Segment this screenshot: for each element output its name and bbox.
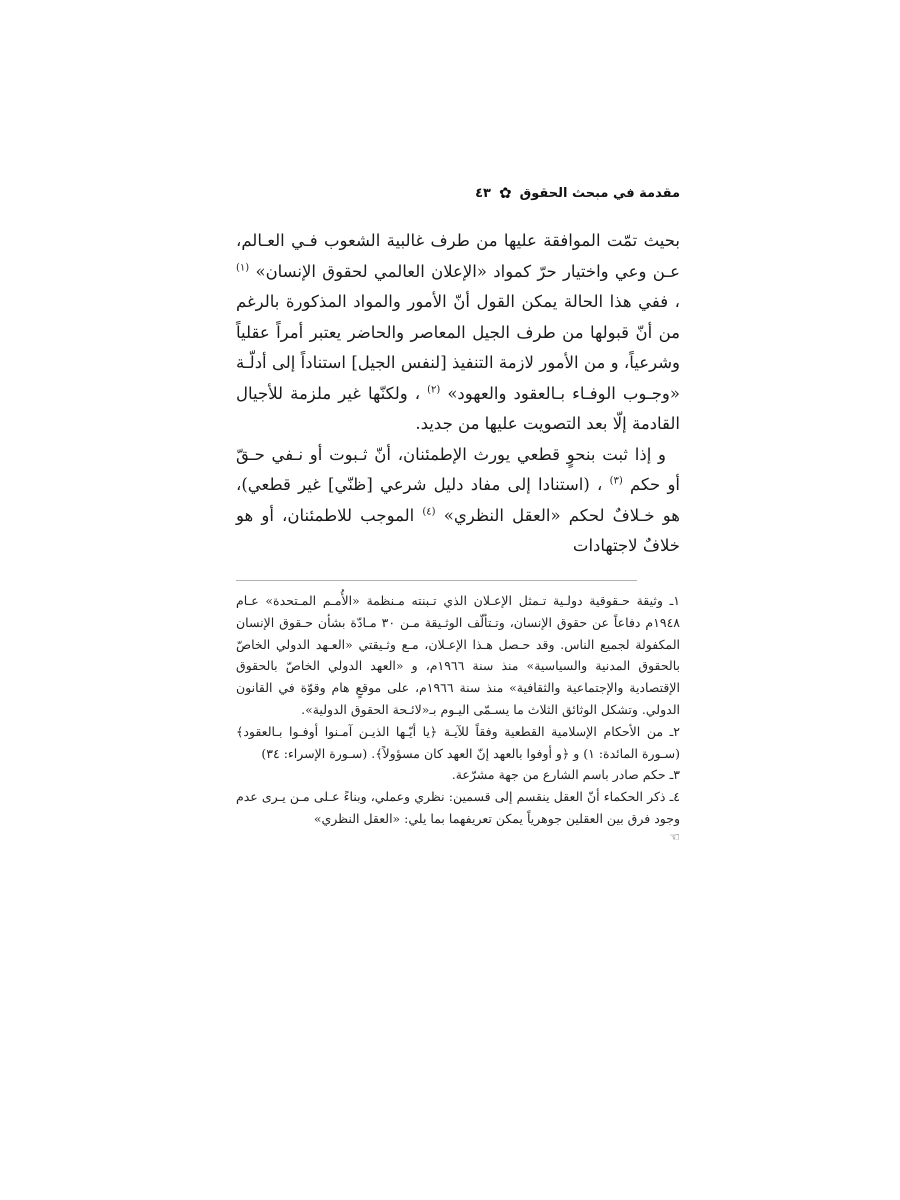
flower-ornament-icon: ✿ [499,184,512,202]
text-segment: ، ففي هذا الحالة يمكن القول أنّ الأمور والمواد المذكورة بالرغم من أنّ قبولها من طرف الجيل المعاصر والحاضر يعتبر أمراً عقلياً وشرعياً، و من الأمور لازمة التنفيذ [لنفس الجيل] استناداً إلى أدلّـة «وجـوب الوفـاء بـالعقود والعهود» [236,292,680,403]
text-segment: ، ولكنّها غير ملزمة للأجيال القادمة إلّا بعد التصويت عليها من جديد. [236,383,680,433]
text-segment: بحيث تمّت الموافقة عليها من طرف غالبية الشعوب فـي العـالم، عـن وعي واختيار حرّ كمواد «الإعلان العالمي لحقوق الإنسان» [236,231,680,281]
text-segment: الموجب للاطمئنان، أو هو خلافٌ لاجتهادات [236,505,680,555]
main-text [236,226,680,562]
footnotes [236,590,680,844]
footnote-separator [236,580,637,581]
text-segment: و إذا ثبت بنحوٍ قطعي يورث الإطمئنان، أنّ ثـبوت أو نـفي حـقّ أو حكم [236,444,680,494]
footnote: ٢ـ من الأحكام الإسلامية القطعية وفقاً للآيـة ﴿يا أيّـها الذيـن آمـنوا أوفـوا بـالعقود﴾ (سـورة المائدة: ١) و ﴿و أوفوا بالعهد إنّ العهد كان مسؤولاً﴾. (سـورة الإسراء: ٣٤) [236,723,680,761]
footnote: ١ـ وثيقة حـقوقية دولـية تـمثل الإعـلان الذي تـبنته مـنظمة «الأُمـم المـتحدة» عـام ١٩٤٨م دفاعاً عن حقوق الإنسان، وتـتألّف الوثـيقة مـن ٣٠ مـادّة بشأن حـقوق الإنسان المكفولة لجميع الناس. وقد حـصل هـذا الإعـلان، مـع وثـيقتي «العـهد الدولي الخاصّ بالحقوق المدنية والسياسية» منذ سنة ١٩٦٦م، و «العهد الدولي الخاصّ بالحقوق الإقتصادية والإجتماعية والثقافية» منذ سنة ١٩٦٦م، على موقعٍ هام وقوّة في القانون الدولي. وتشكل الوثائق الثلاث ما يسـمّى اليـوم بـ«لائـحة الحقوق الدولية». [236,593,680,717]
paragraph [236,226,680,440]
footnote-reference[interactable]: (٢) [427,384,441,395]
header-title: مقدمة في مبحث الحقوق [519,186,680,201]
page-number: ٤٣ [475,186,491,201]
footnote-reference[interactable]: (٣) [609,475,623,487]
footnote-reference[interactable]: (٤) [422,506,436,517]
running-header [236,186,680,201]
continuation-mark-icon: ☜ [669,829,680,844]
paragraph [236,440,680,562]
text-segment: ، (استنادا إلى مفاد دليل شرعي [ظنّي] غير قطعي)، هو خـلافٌ لحكم «العقل النظري» [236,475,680,525]
footnote: ٣ـ حكم صادر باسم الشارع من جهة مشرّعة. [451,767,680,783]
footnote-reference[interactable]: (١) [236,262,250,273]
footnote: ٤ـ ذكر الحكماء أنّ العقل ينقسم إلى قسمين: نظري وعملي، وبناءً عـلى مـن يـرى عدم وجود فرق بين العقلين جوهرياً يمكن تعريفهما بما يلي: «العقل النظري» [236,789,680,826]
